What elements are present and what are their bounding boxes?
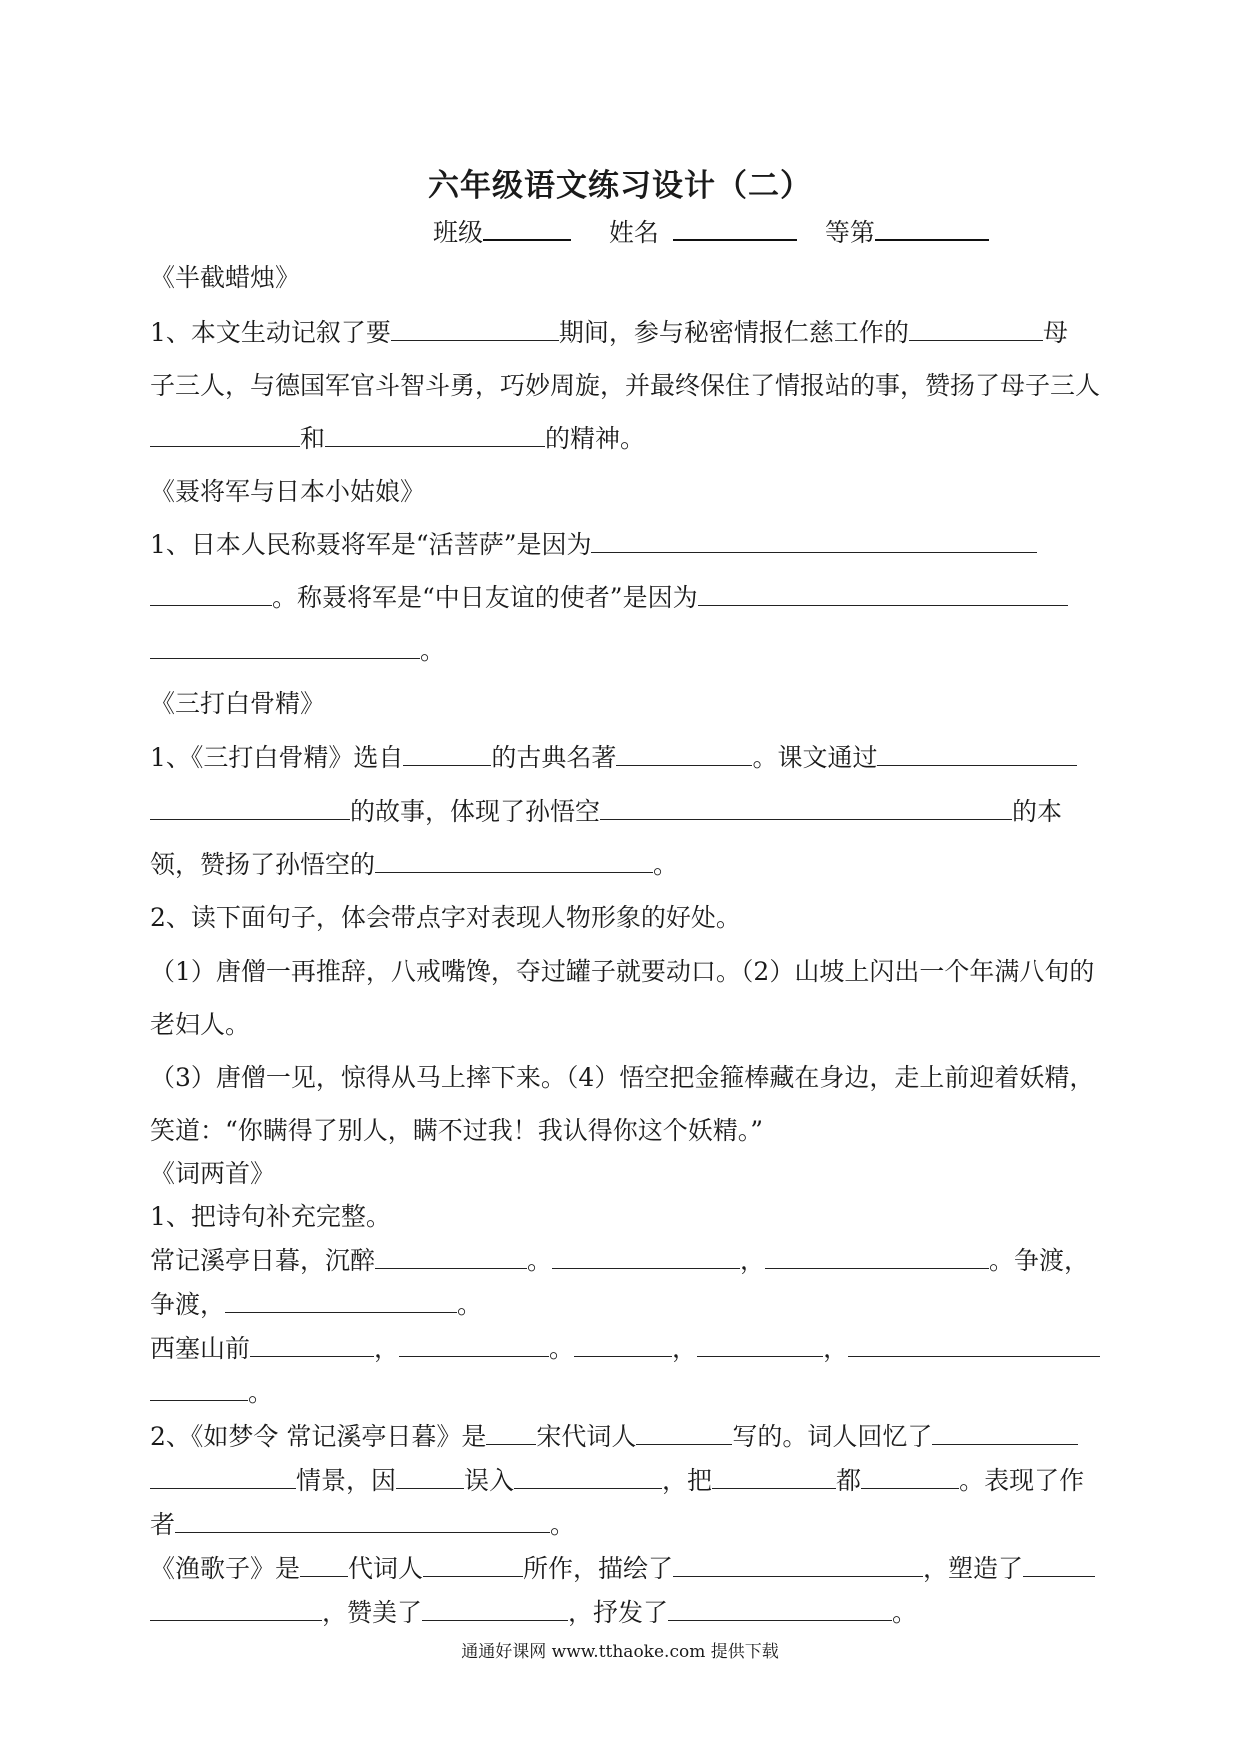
section-heading: 《半截蜡烛》: [150, 263, 301, 292]
poem-line: 常记溪亭日暮，沉醉 。 ， 。争渡，: [150, 1246, 1090, 1275]
answer-blank: [668, 1598, 892, 1621]
answer-blank: [150, 1466, 296, 1489]
sentence-line: （3）唐僧一见，惊得从马上摔下来。（4）悟空把金箍棒藏在身边，走上前迎着妖精，: [150, 1063, 1095, 1092]
question-line: 1、本文生动记叙了要 期间，参与秘密情报仁慈工作的 母: [150, 318, 1068, 347]
section-heading: 《三打白骨精》: [150, 689, 326, 718]
answer-blank: [591, 530, 1037, 553]
question-line: 和 的精神。: [150, 422, 645, 456]
question-line: 者 。: [150, 1510, 576, 1539]
answer-blank: [1023, 1554, 1095, 1577]
answer-blank: [877, 743, 1077, 766]
student-info-row: [433, 213, 989, 249]
question-line: 。称聂将军是“中日友谊的使者”是因为: [150, 581, 1068, 615]
answer-blank: [399, 1334, 549, 1357]
answer-blank: [391, 318, 559, 341]
question-line: 。: [150, 634, 445, 668]
section-heading: 《聂将军与日本小姑娘》: [150, 477, 426, 506]
class-blank: [483, 217, 571, 241]
answer-blank: [325, 424, 545, 447]
answer-blank: [396, 1466, 464, 1489]
answer-blank: [600, 797, 1012, 820]
poem-line: 争渡， 。: [150, 1290, 483, 1319]
answer-blank: [403, 743, 491, 766]
question-line: 子三人，与德国军官斗智斗勇，巧妙周旋，并最终保住了情报站的事，赞扬了母子三人: [150, 371, 1101, 400]
answer-blank: [375, 1246, 527, 1269]
answer-blank: [150, 797, 350, 820]
question-line: 1、《三打白骨精》选自 的古典名著 。课文通过: [150, 741, 1077, 775]
answer-blank: [574, 1334, 672, 1357]
page-title: 六年级语文练习设计（二）: [428, 168, 812, 204]
answer-blank: [616, 743, 752, 766]
question-line: 2、《如梦令 常记溪亭日暮》是 宋代词人 写的。词人回忆了: [150, 1420, 1078, 1454]
question-line: 领，赞扬了孙悟空的 。: [150, 850, 679, 879]
answer-blank: [765, 1246, 989, 1269]
answer-blank: [698, 583, 1068, 606]
answer-blank: [848, 1334, 1100, 1357]
answer-blank: [225, 1290, 457, 1313]
sentence-line: （1）唐僧一再推辞，八戒嘴馋，夺过罐子就要动口。（2）山坡上闪出一个年满八旬的: [150, 957, 1095, 986]
answer-blank: [150, 424, 300, 447]
question-line: 1、日本人民称聂将军是“活菩萨”是因为: [150, 528, 1037, 562]
class-label: 班级: [433, 218, 484, 247]
answer-blank: [673, 1554, 923, 1577]
answer-blank: [861, 1466, 959, 1489]
answer-blank: [422, 1598, 568, 1621]
question-line: 情景，因 误入 ，把 都 。表现了作: [150, 1464, 1084, 1498]
answer-blank: [150, 1598, 322, 1621]
name-blank: [673, 217, 797, 241]
answer-blank: [552, 1246, 740, 1269]
question-line: ，赞美了 ，抒发了 。: [150, 1596, 917, 1630]
answer-blank: [932, 1422, 1078, 1445]
question-line: 的故事，体现了孙悟空 的本: [150, 795, 1062, 829]
answer-blank: [712, 1466, 836, 1489]
question-line: 1、把诗句补充完整。: [150, 1202, 391, 1231]
answer-blank: [375, 850, 653, 873]
answer-blank: [250, 1334, 374, 1357]
answer-blank: [150, 1378, 248, 1401]
answer-blank: [300, 1554, 348, 1577]
name-label: 姓名: [608, 218, 659, 247]
section-heading: 《词两首》: [150, 1159, 276, 1188]
answer-blank: [697, 1334, 823, 1357]
question-line: 2、读下面句子，体会带点字对表现人物形象的好处。: [150, 903, 741, 932]
sentence-line: 笑道：“你瞒得了别人，瞒不过我！我认得你这个妖精。”: [150, 1116, 764, 1145]
grade-blank: [875, 217, 989, 241]
answer-blank: [175, 1510, 550, 1533]
question-line: 《渔歌子》是 代词人 所作，描绘了 ，塑造了: [150, 1552, 1095, 1586]
grade-label: 等第: [824, 218, 875, 247]
answer-blank: [423, 1554, 523, 1577]
page-footer: 通通好课网 www.tthaoke.com 提供下载: [461, 1642, 779, 1662]
answer-blank: [150, 636, 420, 659]
poem-line: 。: [150, 1376, 273, 1410]
sentence-line: 老妇人。: [150, 1010, 251, 1039]
answer-blank: [909, 318, 1043, 341]
answer-blank: [514, 1466, 662, 1489]
answer-blank: [150, 583, 272, 606]
answer-blank: [636, 1422, 732, 1445]
poem-line: 西塞山前 ， 。 ， ，: [150, 1332, 1100, 1366]
answer-blank: [486, 1422, 536, 1445]
